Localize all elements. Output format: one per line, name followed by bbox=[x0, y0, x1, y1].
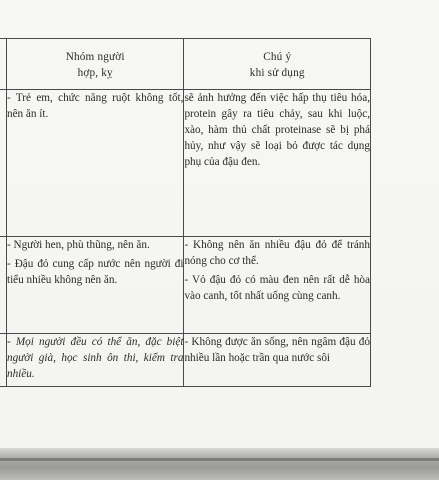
header-group-line2: hợp, kỵ bbox=[77, 67, 113, 79]
header-note-line1: Chú ý bbox=[263, 51, 292, 63]
note-cell bbox=[184, 334, 371, 387]
note-text: - Không nên ăn nhiều đậu đỏ để tránh nóng cho cơ thể. bbox=[184, 239, 370, 267]
note-text: - Không được ăn sống, nên ngâm đậu đỏ nhiều lần hoặc trần qua nước sôi bbox=[184, 336, 370, 364]
group-text: - Người hen, phù thũng, nên ăn. bbox=[6, 239, 150, 251]
group-cell bbox=[6, 90, 183, 237]
group-text: - Đậu đỏ cung cấp nước nên người đi tiểu nhiều không nên ăn. bbox=[6, 258, 184, 286]
note-cell bbox=[184, 90, 371, 237]
group-cell bbox=[6, 334, 183, 387]
table-row bbox=[0, 334, 371, 387]
group-text-italic: - Mọi người đều có thể ăn, đặc biệt người già, học sinh ôn thi, kiểm tra nhiều. bbox=[6, 336, 184, 380]
table-row bbox=[0, 237, 371, 334]
table-header-row bbox=[0, 39, 371, 90]
note-text: sẽ ảnh hưởng đến việc hấp thụ tiêu hóa, protein gây ra tiêu chảy, sau khi luộc, xào, hàm thủ chất proteinase sẽ bị phá hủy, như vậy sẽ loại bỏ được tác dụng phụ của đậu đen. bbox=[184, 92, 370, 168]
note-text: - Vỏ đậu đỏ có màu đen nên rất dễ hòa vào canh, tốt nhất uống cùng canh. bbox=[184, 274, 370, 302]
note-cell bbox=[184, 237, 371, 334]
header-group bbox=[6, 39, 183, 90]
header-note-line2: khi sử dụng bbox=[249, 67, 305, 79]
page-bottom-edge bbox=[0, 448, 439, 480]
food-guidance-table bbox=[0, 38, 371, 387]
group-cell bbox=[6, 237, 183, 334]
group-text: - Trẻ em, chức năng ruột không tốt, nên ăn ít. bbox=[6, 92, 184, 120]
table-row bbox=[0, 90, 371, 237]
header-group-line1: Nhóm người bbox=[65, 51, 125, 63]
header-note bbox=[184, 39, 371, 90]
